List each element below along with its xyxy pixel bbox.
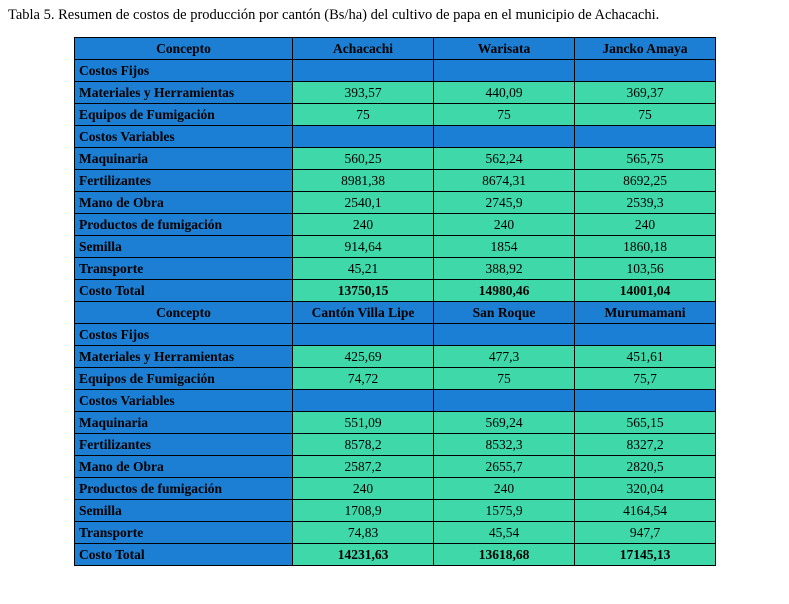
row-label: Maquinaria bbox=[75, 148, 293, 170]
header-cell-concept: Concepto bbox=[75, 38, 293, 60]
row-value: 240 bbox=[293, 214, 434, 236]
row-value: 17145,13 bbox=[575, 544, 716, 566]
row-value bbox=[575, 324, 716, 346]
row-value: 393,57 bbox=[293, 82, 434, 104]
row-value: 569,24 bbox=[434, 412, 575, 434]
row-value: 1854 bbox=[434, 236, 575, 258]
row-value: 45,54 bbox=[434, 522, 575, 544]
row-value: 1575,9 bbox=[434, 500, 575, 522]
row-value bbox=[293, 390, 434, 412]
header-cell-concept: Concepto bbox=[75, 302, 293, 324]
table-total-row bbox=[75, 280, 716, 302]
row-value: 477,3 bbox=[434, 346, 575, 368]
table-row bbox=[75, 236, 716, 258]
table-row bbox=[75, 148, 716, 170]
row-label: Equipos de Fumigación bbox=[75, 104, 293, 126]
table-row bbox=[75, 82, 716, 104]
costs-table bbox=[74, 37, 716, 566]
row-value: 565,15 bbox=[575, 412, 716, 434]
row-value: 425,69 bbox=[293, 346, 434, 368]
row-label: Maquinaria bbox=[75, 412, 293, 434]
header-cell-canton-4: Cantón Villa Lipe bbox=[293, 302, 434, 324]
table-row bbox=[75, 60, 716, 82]
row-label: Materiales y Herramientas bbox=[75, 346, 293, 368]
table-row bbox=[75, 412, 716, 434]
row-value bbox=[293, 324, 434, 346]
table-row bbox=[75, 456, 716, 478]
row-value: 2539,3 bbox=[575, 192, 716, 214]
row-label: Transporte bbox=[75, 522, 293, 544]
row-value: 8692,25 bbox=[575, 170, 716, 192]
row-value: 4164,54 bbox=[575, 500, 716, 522]
row-value: 13618,68 bbox=[434, 544, 575, 566]
row-value: 914,64 bbox=[293, 236, 434, 258]
table-row bbox=[75, 214, 716, 236]
row-value: 565,75 bbox=[575, 148, 716, 170]
header-cell-canton-5: San Roque bbox=[434, 302, 575, 324]
table-row bbox=[75, 390, 716, 412]
row-value: 560,25 bbox=[293, 148, 434, 170]
row-value bbox=[575, 390, 716, 412]
table-row bbox=[75, 368, 716, 390]
row-value: 2745,9 bbox=[434, 192, 575, 214]
row-value bbox=[434, 390, 575, 412]
row-label: Productos de fumigación bbox=[75, 478, 293, 500]
row-value: 2587,2 bbox=[293, 456, 434, 478]
table-row bbox=[75, 478, 716, 500]
row-label: Costos Fijos bbox=[75, 60, 293, 82]
row-label: Semilla bbox=[75, 236, 293, 258]
row-value: 240 bbox=[575, 214, 716, 236]
row-value: 240 bbox=[434, 214, 575, 236]
row-value: 1708,9 bbox=[293, 500, 434, 522]
row-value: 75 bbox=[434, 104, 575, 126]
row-label: Fertilizantes bbox=[75, 170, 293, 192]
row-value: 8327,2 bbox=[575, 434, 716, 456]
table-row bbox=[75, 324, 716, 346]
row-value: 75 bbox=[293, 104, 434, 126]
table-row bbox=[75, 346, 716, 368]
row-label: Costo Total bbox=[75, 280, 293, 302]
header-cell-canton-1: Achacachi bbox=[293, 38, 434, 60]
row-value: 451,61 bbox=[575, 346, 716, 368]
row-value bbox=[434, 126, 575, 148]
row-value: 75 bbox=[575, 104, 716, 126]
table-row bbox=[75, 258, 716, 280]
row-value: 2820,5 bbox=[575, 456, 716, 478]
row-value: 8674,31 bbox=[434, 170, 575, 192]
table-row bbox=[75, 434, 716, 456]
table-header-row bbox=[75, 38, 716, 60]
row-value bbox=[434, 324, 575, 346]
row-value: 562,24 bbox=[434, 148, 575, 170]
table-row bbox=[75, 192, 716, 214]
row-value: 240 bbox=[434, 478, 575, 500]
row-value: 320,04 bbox=[575, 478, 716, 500]
row-label: Equipos de Fumigación bbox=[75, 368, 293, 390]
costs-table-container bbox=[74, 37, 715, 566]
row-label: Costos Variables bbox=[75, 390, 293, 412]
header-cell-canton-2: Warisata bbox=[434, 38, 575, 60]
row-label: Transporte bbox=[75, 258, 293, 280]
row-label: Mano de Obra bbox=[75, 192, 293, 214]
table-total-row bbox=[75, 544, 716, 566]
row-value: 240 bbox=[293, 478, 434, 500]
row-value: 74,83 bbox=[293, 522, 434, 544]
row-value: 2540,1 bbox=[293, 192, 434, 214]
row-value: 14231,63 bbox=[293, 544, 434, 566]
table-row bbox=[75, 126, 716, 148]
row-value: 1860,18 bbox=[575, 236, 716, 258]
table-row bbox=[75, 104, 716, 126]
row-label: Costos Fijos bbox=[75, 324, 293, 346]
row-value bbox=[434, 60, 575, 82]
costs-table-body bbox=[75, 38, 716, 566]
table-row bbox=[75, 170, 716, 192]
table-row bbox=[75, 500, 716, 522]
row-label: Mano de Obra bbox=[75, 456, 293, 478]
row-value: 75 bbox=[434, 368, 575, 390]
row-value: 75,7 bbox=[575, 368, 716, 390]
row-value: 14001,04 bbox=[575, 280, 716, 302]
row-value: 8532,3 bbox=[434, 434, 575, 456]
row-label: Costos Variables bbox=[75, 126, 293, 148]
row-value bbox=[575, 60, 716, 82]
header-cell-canton-3: Jancko Amaya bbox=[575, 38, 716, 60]
row-value: 369,37 bbox=[575, 82, 716, 104]
row-value: 74,72 bbox=[293, 368, 434, 390]
row-value: 103,56 bbox=[575, 258, 716, 280]
row-value: 440,09 bbox=[434, 82, 575, 104]
row-value: 13750,15 bbox=[293, 280, 434, 302]
row-value: 14980,46 bbox=[434, 280, 575, 302]
row-label: Fertilizantes bbox=[75, 434, 293, 456]
row-label: Productos de fumigación bbox=[75, 214, 293, 236]
table-caption: Tabla 5. Resumen de costos de producción por cantón (Bs/ha) del cultivo de papa en el municipio de Achacachi. bbox=[8, 7, 660, 23]
header-cell-canton-6: Murumamani bbox=[575, 302, 716, 324]
row-label: Materiales y Herramientas bbox=[75, 82, 293, 104]
row-value bbox=[293, 126, 434, 148]
table-row bbox=[75, 522, 716, 544]
row-label: Costo Total bbox=[75, 544, 293, 566]
row-value: 45,21 bbox=[293, 258, 434, 280]
row-value: 388,92 bbox=[434, 258, 575, 280]
row-value: 551,09 bbox=[293, 412, 434, 434]
row-label: Semilla bbox=[75, 500, 293, 522]
row-value: 2655,7 bbox=[434, 456, 575, 478]
row-value bbox=[575, 126, 716, 148]
row-value: 8578,2 bbox=[293, 434, 434, 456]
row-value: 8981,38 bbox=[293, 170, 434, 192]
table-header-row bbox=[75, 302, 716, 324]
row-value bbox=[293, 60, 434, 82]
row-value: 947,7 bbox=[575, 522, 716, 544]
